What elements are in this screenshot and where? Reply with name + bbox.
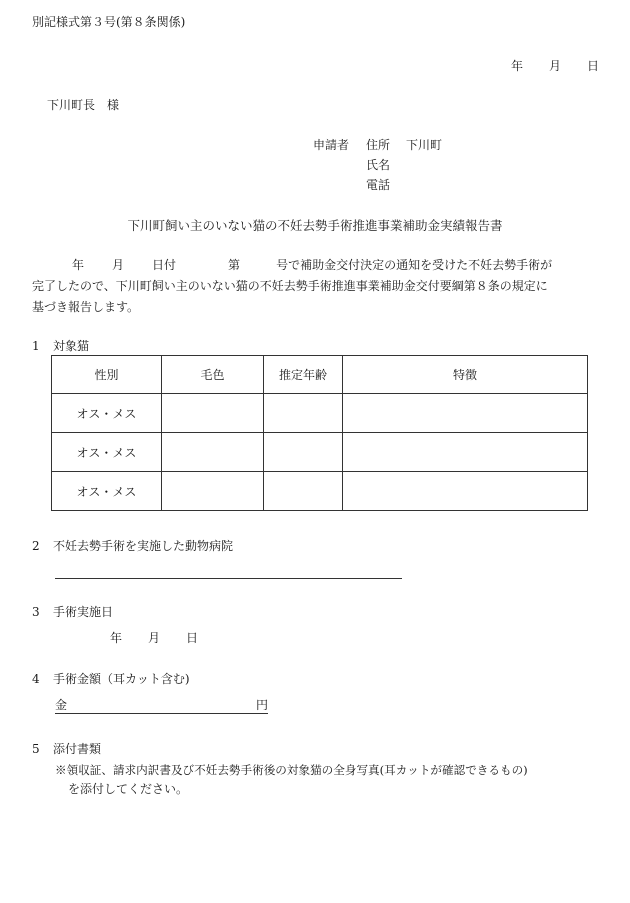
section4-title: 手術金額（耳カット含む) (53, 672, 190, 686)
cell-estimated-age[interactable] (264, 433, 343, 472)
name-label: 氏名 (366, 158, 391, 172)
section5-title: 添付書類 (53, 742, 102, 756)
cell-coat-color[interactable] (162, 472, 264, 511)
addressee: 下川町長 様 (47, 98, 120, 112)
date-month-label: 月 (549, 59, 562, 73)
paragraph-line-2: 完了したので、下川町飼い主のいない猫の不妊去勢手術推進事業補助金交付要綱第８条の規定に (32, 279, 548, 293)
table-row (52, 394, 588, 433)
date-year-label: 年 (511, 59, 524, 73)
body-day: 日付 (152, 258, 177, 272)
cell-features[interactable] (343, 433, 588, 472)
section2-title: 不妊去勢手術を実施した動物病院 (53, 539, 234, 553)
header-estimated-age: 推定年齢 (264, 356, 343, 394)
report-paragraph (32, 255, 608, 318)
surgery-year-label: 年 (110, 631, 123, 645)
cat-table (51, 355, 588, 511)
address-value: 下川町 (406, 138, 443, 152)
table-row (52, 433, 588, 472)
date-day-label: 日 (587, 59, 600, 73)
header-sex: 性別 (52, 356, 162, 394)
applicant-label: 申請者 (313, 138, 350, 152)
paragraph-line-3: 基づき報告します。 (32, 300, 140, 314)
amount-prefix: 金 (55, 698, 68, 712)
section4-number: 4 (32, 672, 40, 686)
section3-title: 手術実施日 (53, 605, 114, 619)
surgery-date-line (110, 630, 198, 646)
attachment-note-line-2: を添付してください。 (68, 782, 189, 796)
surgery-month-label: 月 (148, 631, 161, 645)
section2-number: 2 (32, 539, 40, 553)
body-year: 年 (72, 258, 85, 272)
date-line (511, 58, 599, 74)
cell-features[interactable] (343, 472, 588, 511)
document-title: 下川町飼い主のいない猫の不妊去勢手術推進事業補助金実績報告書 (127, 218, 503, 233)
body-month: 月 (112, 258, 125, 272)
attachment-note-line-1: ※領収証、請求内訳書及び不妊去勢手術後の対象猫の全身写真(耳カットが確認できるもの) (55, 763, 528, 777)
section1-title: 対象猫 (53, 339, 90, 353)
cell-features[interactable] (343, 394, 588, 433)
section3-number: 3 (32, 605, 40, 619)
table-row (52, 472, 588, 511)
table-header-row (52, 356, 588, 394)
header-coat-color: 毛色 (162, 356, 264, 394)
amount-line[interactable] (55, 713, 268, 714)
cell-coat-color[interactable] (162, 394, 264, 433)
paragraph-line-1 (32, 255, 608, 276)
body-line1-rest: 号で補助金交付決定の通知を受けた不妊去勢手術が (276, 258, 553, 272)
section5-number: 5 (32, 742, 40, 756)
cell-sex: オス・メス (52, 394, 162, 433)
amount-suffix: 円 (256, 698, 269, 712)
cell-coat-color[interactable] (162, 433, 264, 472)
surgery-day-label: 日 (186, 631, 199, 645)
form-number: 別記様式第３号(第８条関係) (32, 15, 186, 29)
cell-sex: オス・メス (52, 433, 162, 472)
phone-label: 電話 (366, 178, 391, 192)
header-features: 特徴 (343, 356, 588, 394)
cell-sex: オス・メス (52, 472, 162, 511)
section1-number: 1 (32, 339, 40, 353)
body-dai: 第 (228, 258, 241, 272)
cell-estimated-age[interactable] (264, 394, 343, 433)
hospital-name-line[interactable] (55, 578, 402, 579)
cell-estimated-age[interactable] (264, 472, 343, 511)
address-label: 住所 (366, 138, 391, 152)
